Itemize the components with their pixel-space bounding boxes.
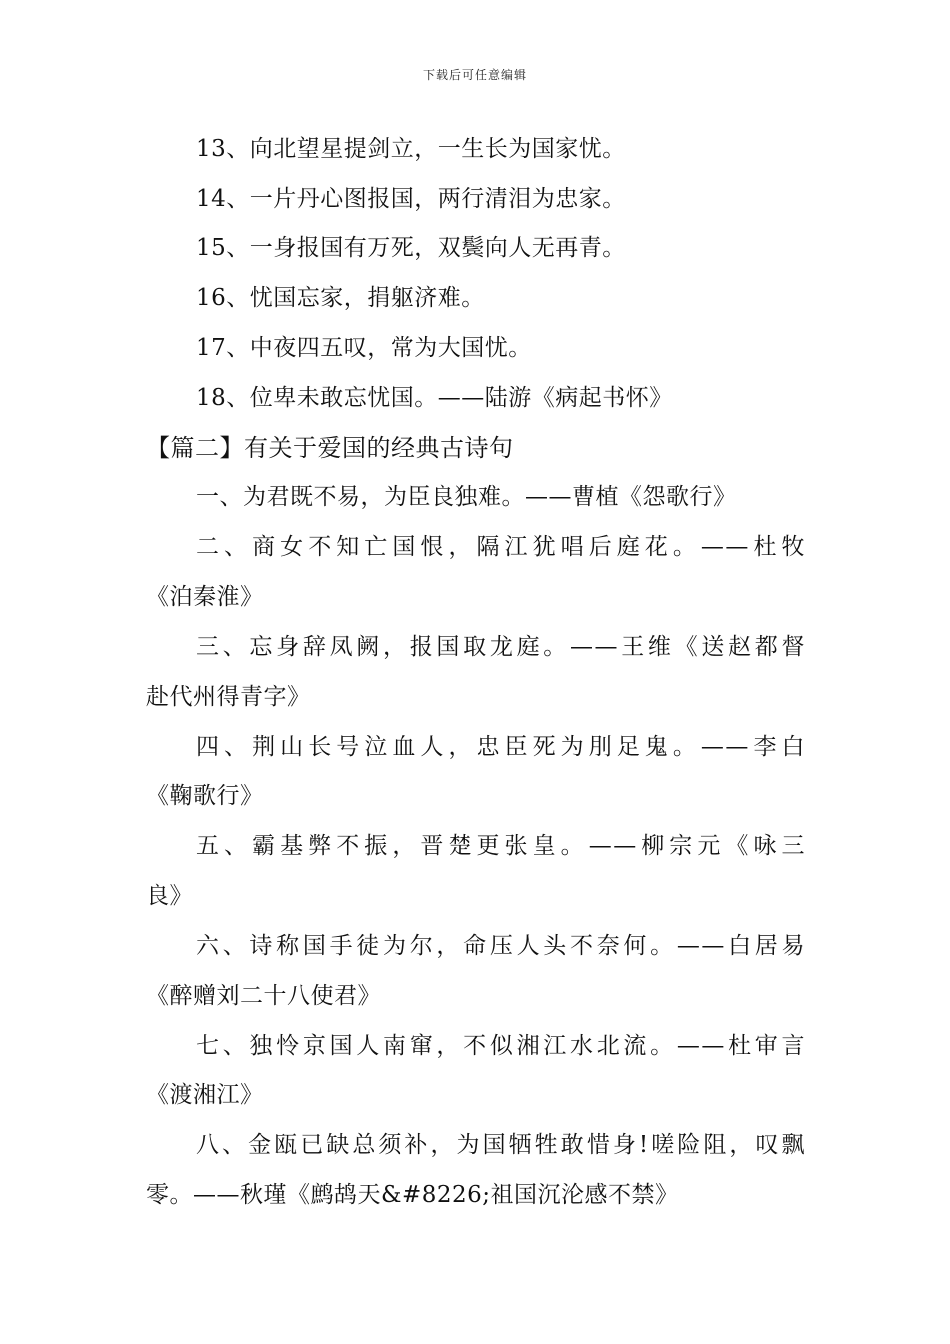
- poem-6-line-1: 六、诗称国手徒为尔，命压人头不奈何。——白居易: [196, 933, 806, 959]
- poem-4-line-1: 四、荆山长号泣血人，忠臣死为刖足鬼。——李白: [196, 734, 806, 760]
- verse-line-18: 18、位卑未敢忘忧国。——陆游《病起书怀》: [196, 385, 673, 411]
- verse-line-13: 13、向北望星提剑立，一生长为国家忧。: [196, 136, 626, 162]
- verse-line-17: 17、中夜四五叹，常为大国忧。: [196, 335, 532, 361]
- poem-7-line-1: 七、独怜京国人南窜，不似湘江水北流。——杜审言: [196, 1033, 806, 1059]
- header-note: 下载后可任意编辑: [422, 68, 527, 82]
- verse-line-16: 16、忧国忘家，捐躯济难。: [196, 285, 485, 311]
- poem-3-line-2: 赴代州得青字》: [146, 684, 311, 710]
- poem-7-line-2: 《渡湘江》: [146, 1082, 264, 1108]
- verse-line-14: 14、一片丹心图报国，两行清泪为忠家。: [196, 186, 626, 212]
- poem-4-line-2: 《鞠歌行》: [146, 783, 264, 809]
- poem-2-line-2: 《泊秦淮》: [146, 584, 264, 610]
- poem-6-line-2: 《醉赠刘二十八使君》: [146, 983, 381, 1009]
- poem-5-line-1: 五、霸基弊不振，晋楚更张皇。——柳宗元《咏三: [196, 833, 806, 859]
- poem-1-line-1: 一、为君既不易，为臣良独难。——曹植《怨歌行》: [196, 484, 737, 510]
- poem-5-line-2: 良》: [146, 883, 193, 909]
- verse-line-15: 15、一身报国有万死，双鬓向人无再青。: [196, 235, 626, 261]
- poem-8-line-2: 零。——秋瑾《鹧鸪天&#8226;祖国沉沦感不禁》: [146, 1182, 679, 1208]
- poem-2-line-1: 二、商女不知亡国恨，隔江犹唱后庭花。——杜牧: [196, 534, 806, 560]
- poem-3-line-1: 三、忘身辞凤阙，报国取龙庭。——王维《送赵都督: [196, 634, 806, 660]
- section-heading: 【篇二】有关于爱国的经典古诗句: [146, 434, 514, 462]
- poem-8-line-1: 八、金瓯已缺总须补，为国牺牲敢惜身!嗟险阻，叹飘: [196, 1132, 806, 1158]
